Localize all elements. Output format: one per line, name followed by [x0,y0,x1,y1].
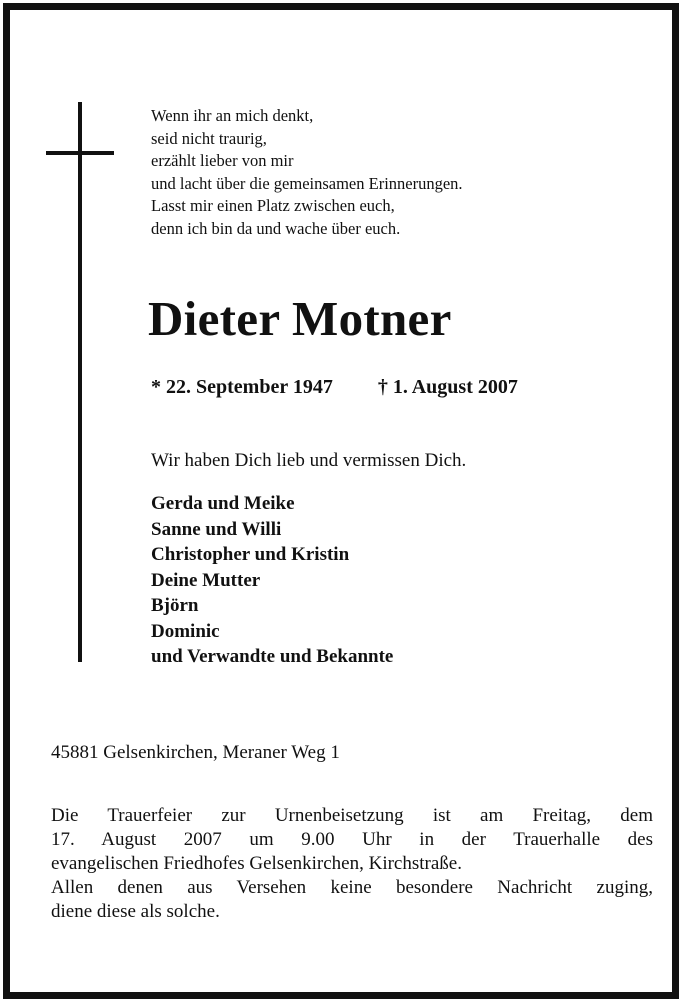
poem-line: erzählt lieber von mir [151,151,294,170]
address: 45881 Gelsenkirchen, Meraner Weg 1 [51,742,340,763]
poem-line: Wenn ihr an mich denkt, [151,106,314,125]
death-date: † 1. August 2007 [377,376,518,398]
notice-line: 17. August 2007 um 9.00 Uhr in der Trauerhalle des [51,829,653,850]
mourner: Dominic [151,620,220,642]
mourners-list [151,491,393,670]
mourner: und Verwandte und Bekannte [151,646,394,667]
poem-line: denn ich bin da und wache über euch. [151,218,401,238]
poem-line: Lasst mir einen Platz zwischen euch, [151,196,395,215]
notice-line: Die Trauerfeier zur Urnenbeisetzung ist am Freitag, dem [51,805,653,826]
notice-line: diene diese als solche. [51,901,220,922]
deceased-name: Dieter Motner [148,291,452,346]
cross-icon-crossbar [46,151,114,155]
notice-line: Allen denen aus Versehen keine besondere Nachricht zuging, [51,877,653,898]
mourner: Sanne und Willi [151,518,282,540]
farewell-message: Wir haben Dich lieb und vermissen Dich. [151,450,467,471]
poem-line: seid nicht traurig, [151,128,267,148]
notice-line: evangelischen Friedhofes Gelsenkirchen, Kirchstraße. [51,853,462,874]
obituary-frame [3,3,679,999]
mourner: Deine Mutter [151,569,261,591]
poem [151,105,463,240]
mourner: Gerda und Meike [151,493,295,514]
poem-line: und lacht über die gemeinsamen Erinnerungen. [151,173,463,193]
funeral-notice [51,804,653,924]
mourner: Björn [151,595,199,616]
life-dates [151,374,518,400]
cross-icon [78,102,82,662]
mourner: Christopher und Kristin [151,544,350,565]
birth-date: * 22. September 1947 [151,376,333,398]
